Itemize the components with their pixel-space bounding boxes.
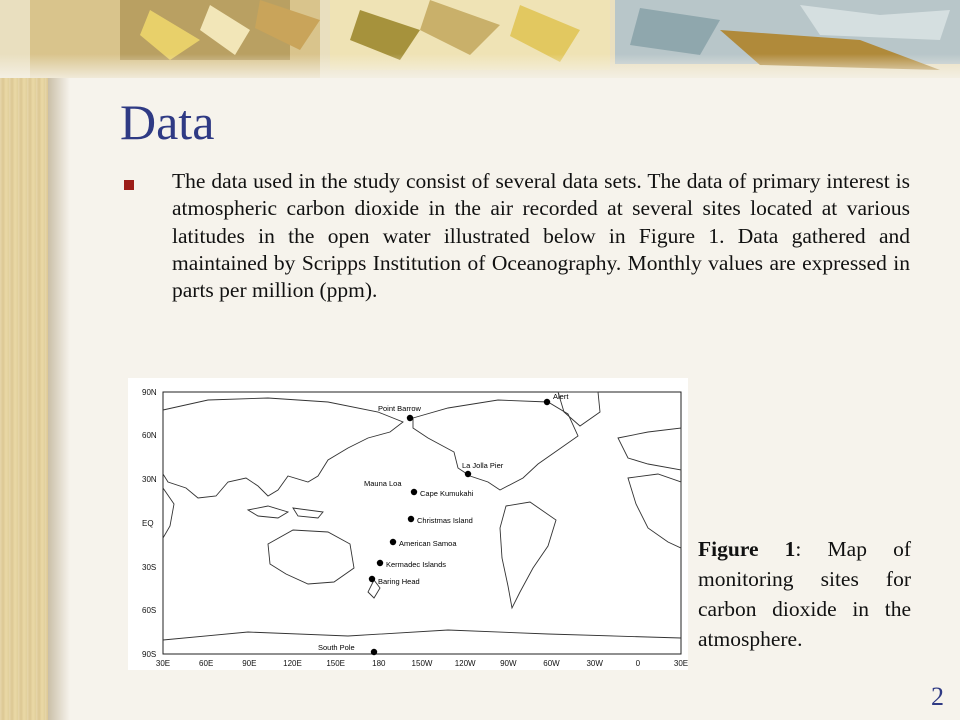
north-america-outline <box>413 400 578 490</box>
site-marker <box>407 415 413 421</box>
south-america-outline <box>500 502 556 608</box>
africa-edge-outline <box>163 488 174 538</box>
lon-label: 0 <box>635 659 641 668</box>
site-marker <box>390 539 396 545</box>
site-marker <box>465 471 471 477</box>
lon-label: 30E <box>673 659 688 668</box>
latitude-labels <box>142 388 157 659</box>
site-label: Cape Kumukahi <box>420 489 474 498</box>
lon-label: 120W <box>454 659 476 668</box>
lon-label: 90E <box>242 659 257 668</box>
site-label: Mauna Loa <box>364 479 402 488</box>
figure-caption-label: Figure 1 <box>698 537 796 561</box>
site-label: Kermadec Islands <box>386 560 447 569</box>
site-label: Christmas Island <box>417 516 473 525</box>
monitoring-sites-map <box>128 378 688 670</box>
indonesia-outline <box>248 506 323 518</box>
australia-outline <box>268 530 354 584</box>
site-marker <box>369 576 375 582</box>
lon-label: 30E <box>155 659 171 668</box>
world-map <box>128 378 688 670</box>
slide-number: 2 <box>931 682 944 711</box>
longitude-labels <box>156 659 688 668</box>
lon-label: 120E <box>283 659 302 668</box>
lat-label: 90S <box>142 650 157 659</box>
site-marker <box>371 649 377 655</box>
figure-caption-text: : Map of monitoring sites for carbon dioxide in the atmosphere. <box>698 537 912 651</box>
lat-label: 90N <box>142 388 157 397</box>
lat-label: 30N <box>142 475 157 484</box>
site-marker <box>544 399 550 405</box>
site-marker <box>411 489 417 495</box>
antarctica-outline <box>163 630 681 640</box>
site-marker <box>408 516 414 522</box>
leaf-banner <box>0 0 960 78</box>
lat-label: 30S <box>142 563 157 572</box>
africa-outline <box>628 474 681 548</box>
lon-label: 150E <box>326 659 346 668</box>
body-paragraph: The data used in the study consist of several data sets. The data of primary interest is atmospheric carbon dioxide in the air recorded at several sites located at various latitudes in the open water illustrated below in Figure 1. Data gathered and maintained by Scripps Institution of Oceanography. Monthly values are expressed in parts per million (ppm). <box>172 169 910 303</box>
lon-label: 60W <box>543 659 560 668</box>
site-label: American Samoa <box>399 539 457 548</box>
site-label: La Jolla Pier <box>462 461 504 470</box>
slide-title: Data <box>120 94 215 150</box>
site-label: South Pole <box>318 643 355 652</box>
site-markers <box>318 392 569 655</box>
figure-caption <box>698 534 911 654</box>
site-label: Point Barrow <box>378 404 421 413</box>
strip-shadow <box>48 0 70 720</box>
europe-outline <box>618 428 681 470</box>
lat-label: EQ <box>142 519 154 528</box>
bullet-square <box>124 180 134 190</box>
lon-label: 30W <box>586 659 603 668</box>
lon-label: 180 <box>372 659 386 668</box>
site-label: Alert <box>553 392 569 401</box>
site-label: Baring Head <box>378 577 420 586</box>
lon-label: 150W <box>411 659 433 668</box>
site-marker <box>377 560 383 566</box>
paper-texture-strip <box>0 0 48 720</box>
lat-label: 60N <box>142 431 157 440</box>
lat-label: 60S <box>142 606 157 615</box>
lon-label: 60E <box>199 659 214 668</box>
lon-label: 90W <box>500 659 517 668</box>
